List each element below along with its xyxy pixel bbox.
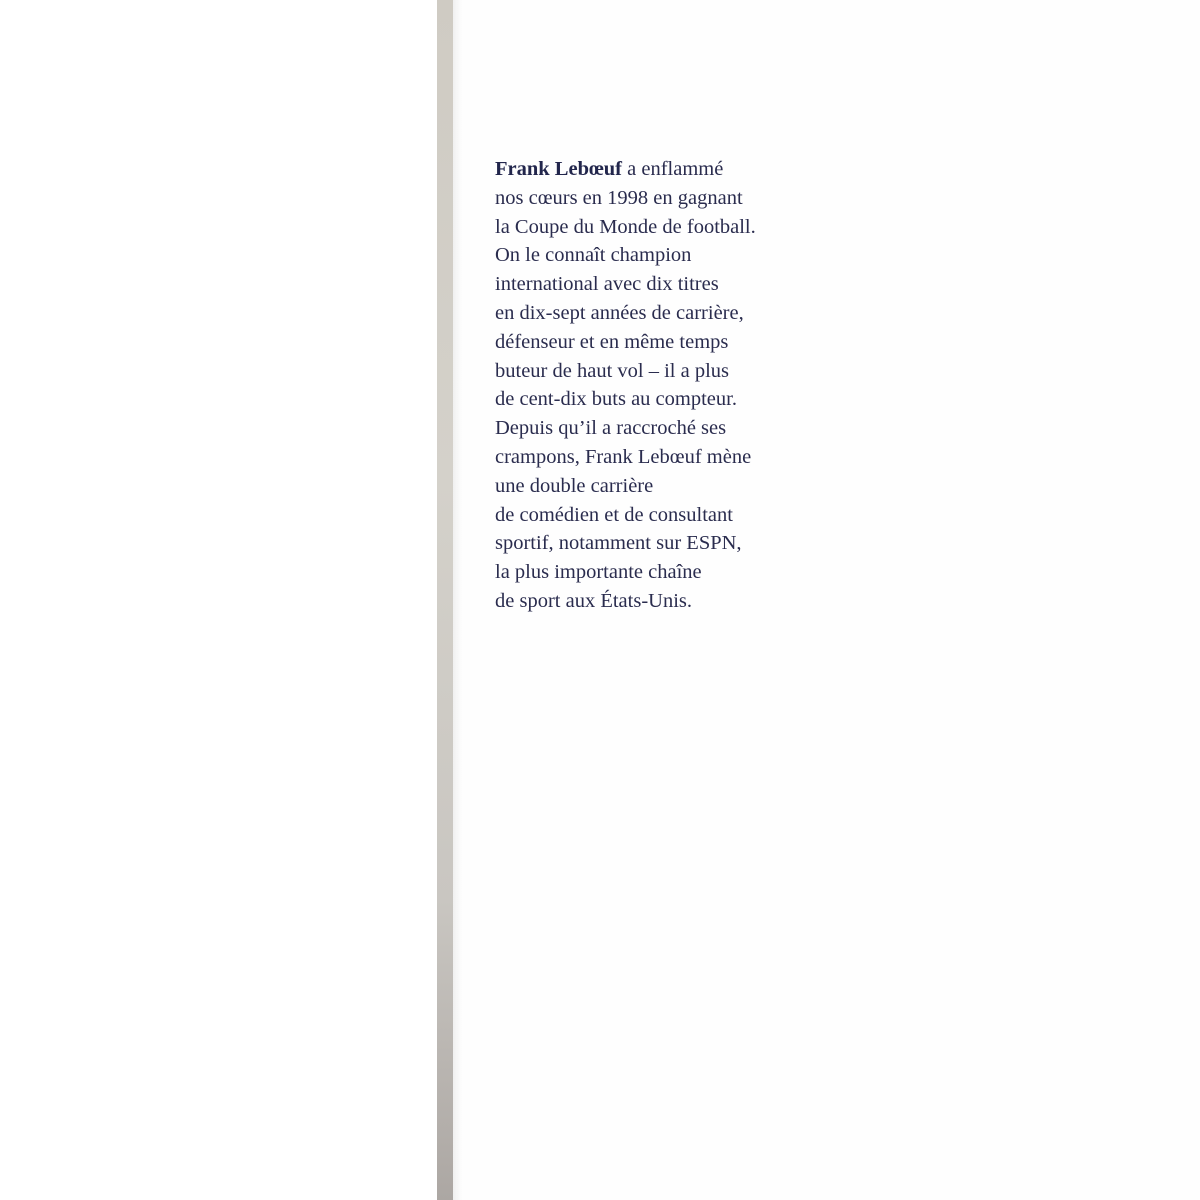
bio-line: Depuis qu’il a raccroché ses: [495, 417, 727, 440]
bio-line: en dix-sept années de carrière,: [495, 301, 744, 324]
author-biography: [495, 155, 825, 616]
bio-line: [495, 155, 825, 184]
bio-line: de cent-dix buts au compteur.: [495, 388, 737, 411]
bio-line: international avec dix titres: [495, 273, 719, 296]
bio-line: nos cœurs en 1998 en gagnant: [495, 186, 743, 209]
bio-line: défenseur et en même temps: [495, 330, 729, 353]
bio-line: de comédien et de consultant: [495, 503, 733, 526]
bio-line: sportif, notamment sur ESPN,: [495, 532, 742, 555]
bio-line: une double carrière: [495, 474, 654, 497]
book-spine-fold: [437, 0, 453, 1200]
author-name: Frank Lebœuf: [495, 158, 623, 180]
bio-line: la Coupe du Monde de football.: [495, 215, 756, 238]
bio-line: buteur de haut vol – il a plus: [495, 359, 729, 382]
bio-line: On le connaît champion: [495, 244, 692, 267]
bio-line: crampons, Frank Lebœuf mène: [495, 445, 752, 468]
bio-line: de sport aux États-Unis.: [495, 589, 692, 612]
bio-line: la plus importante chaîne: [495, 561, 702, 584]
fold-shadow: [453, 0, 463, 1200]
bio-line-text: a enflammé: [622, 158, 724, 180]
